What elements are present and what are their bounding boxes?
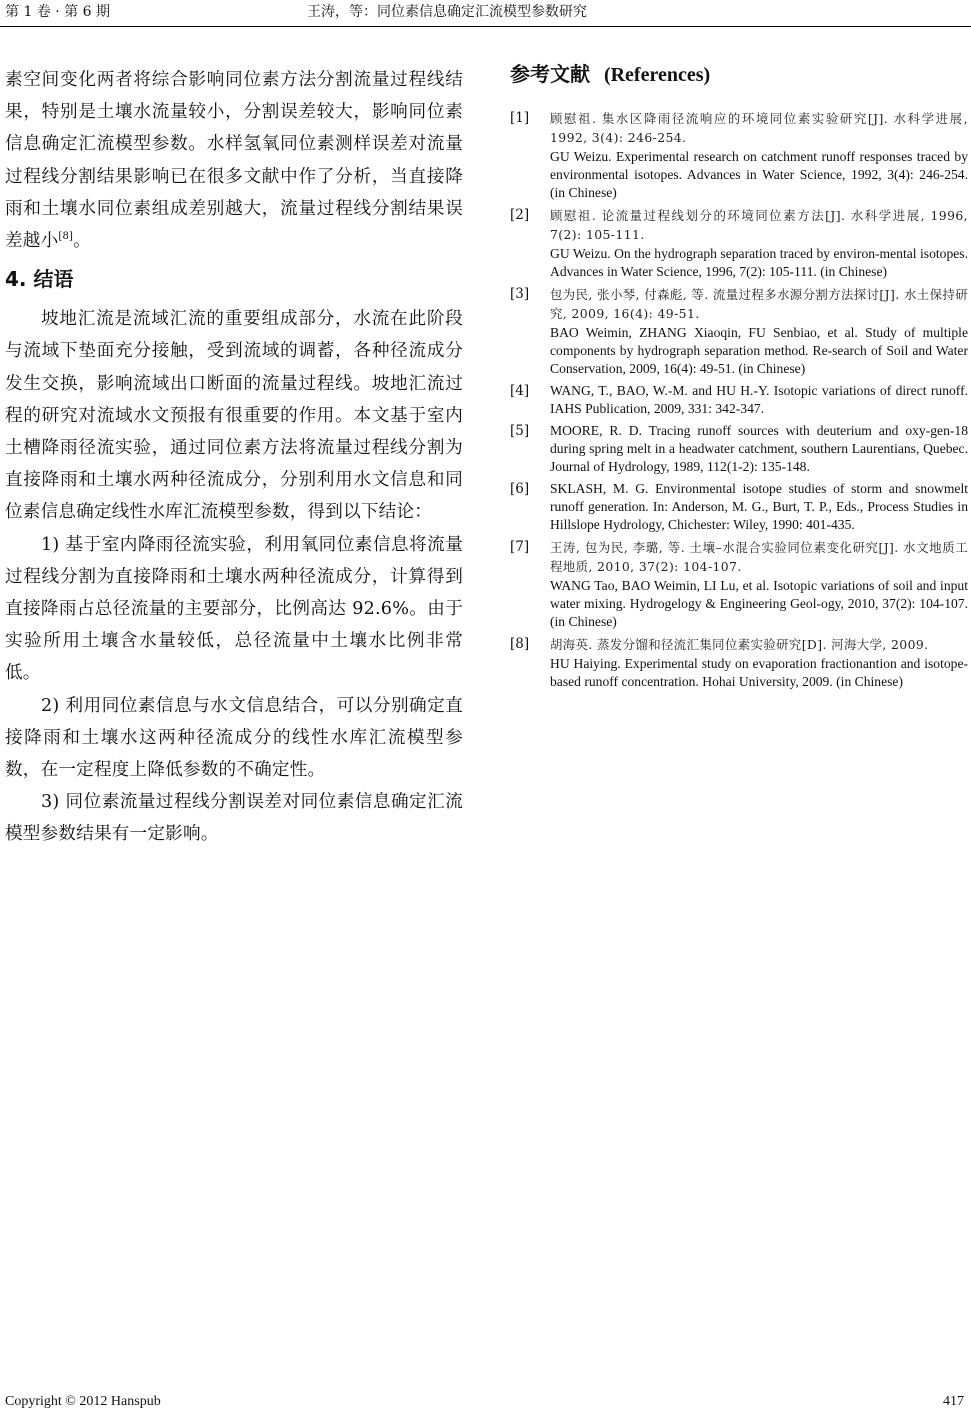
paragraph-end: 。: [73, 231, 91, 252]
page-number: 417: [943, 1394, 964, 1409]
reference-item: [510, 538, 968, 631]
reference-en: WANG Tao, BAO Weimin, LI Lu, et al. Isotopic variations of soil and input water mixing. Hydrogelogy & Engineering Geol-ogy, 2010, 37(2): 104-107. (in Chinese): [550, 578, 968, 629]
reference-en: BAO Weimin, ZHANG Xiaoqin, FU Senbiao, et al. Study of multiple components by hydrograph separation method. Re-search of Soil and Water Conservation, 2009, 16(4): 49-51. (in Chinese): [550, 325, 968, 376]
reference-item: [510, 206, 968, 281]
reference-number: [1]: [510, 110, 530, 126]
running-title: 王涛，等：同位素信息确定汇流模型参数研究: [307, 4, 587, 20]
conclusion-item-2: 2) 利用同位素信息与水文信息结合，可以分别确定直接降雨和土壤水这两种径流成分的线性水库汇流模型参数，在一定程度上降低参数的不确定性。: [5, 695, 463, 781]
paragraph-conclusion-intro: 坡地汇流是流域汇流的重要组成部分，水流在此阶段与流域下垫面充分接触，受到流域的调蓄，各种径流成分发生交换，影响流域出口断面的流量过程线。坡地汇流过程的研究对流域水文预报有很重要的作用。本文基于室内土槽降雨径流实验，通过同位素方法将流量过程线分割为直接降雨和土壤水两种径流成分，分别利用水文信息和同位素信息确定线性水库汇流模型参数，得到以下结论：: [5, 309, 463, 523]
section-title-conclusion: 4. 结语: [5, 267, 74, 292]
reference-number: [3]: [510, 286, 530, 302]
reference-en: SKLASH, M. G. Environmental isotope studies of storm and snowmelt runoff generation. In: Anderson, M. G., Burt, T. P., Eds., Process Studies in Hillslope Hydrology, Chichester: Wiley, 1990: 401-435.: [550, 481, 968, 532]
reference-item: [510, 109, 968, 202]
conclusion-item-1: 1) 基于室内降雨径流实验，利用氧同位素信息将流量过程线分割为直接降雨和土壤水两种径流成分，计算得到直接降雨占总径流量的主要部分，比例高达 92.6%。由于实验所用土壤含水量较低，总径流量中土壤水比例非常低。: [5, 534, 463, 684]
citation: [8]: [58, 231, 74, 243]
reference-en: MOORE, R. D. Tracing runoff sources with deuterium and oxy-gen-18 during spring melt in a headwater catchment, southern Laurentians, Quebec. Journal of Hydrology, 1989, 112(1-2): 135-148.: [550, 423, 968, 474]
references-title-zh: 参考文献: [510, 62, 590, 86]
reference-en: GU Weizu. Experimental research on catchment runoff responses traced by environmental isotopes. Advances in Water Science, 1992, 3(4): 246-254. (in Chinese): [550, 149, 968, 200]
reference-en: WANG, T., BAO, W.-M. and HU H.-Y. Isotopic variations of direct runoff. IAHS Publication, 2009, 331: 342-347.: [550, 383, 968, 416]
reference-zh: 包为民, 张小琴, 付森彪, 等. 流量过程多水源分割方法探讨[J]. 水土保持研究, 2009, 16(4): 49-51.: [550, 287, 968, 321]
page-footer: [0, 1392, 971, 1414]
reference-en: GU Weizu. On the hydrograph separation traced by environ-mental isotopes. Advances in Water Science, 1996, 7(2): 105-111. (in Chinese): [550, 246, 968, 279]
reference-item: [510, 285, 968, 378]
reference-item: [510, 422, 968, 476]
reference-number: [2]: [510, 207, 530, 223]
volume-issue: 第 1 卷 · 第 6 期: [5, 4, 110, 20]
reference-number: [4]: [510, 383, 530, 399]
reference-zh: 王涛, 包为民, 李璐, 等. 土壤–水混合实验同位素变化研究[J]. 水文地质工程地质, 2010, 37(2): 104-107.: [550, 540, 968, 574]
reference-zh: 顾慰祖. 论流量过程线划分的环境同位素方法[J]. 水科学进展, 1996, 7(2): 105-111.: [550, 208, 968, 242]
conclusion-item-3: 3) 同位素流量过程线分割误差对同位素信息确定汇流模型参数结果有一定影响。: [5, 792, 463, 845]
reference-number: [7]: [510, 539, 530, 555]
page-header: [0, 0, 971, 28]
reference-number: [5]: [510, 423, 530, 439]
reference-zh: 顾慰祖. 集水区降雨径流响应的环境同位素实验研究[J]. 水科学进展, 1992, 3(4): 246-254.: [550, 111, 968, 145]
reference-zh: 胡海英. 蒸发分馏和径流汇集同位素实验研究[D]. 河海大学, 2009.: [550, 637, 929, 652]
reference-item: [510, 635, 968, 691]
paragraph-text: 素空间变化两者将综合影响同位素方法分割流量过程线结果，特别是土壤水流量较小，分割误差较大，影响同位素信息确定汇流模型参数。水样氢氧同位素测样误差对流量过程线分割结果影响已在很多文献中作了分析，当直接降雨和土壤水同位素组成差别越大，流量过程线分割结果误差越小: [5, 70, 463, 252]
references-column: [510, 58, 968, 695]
header-rule: [0, 26, 971, 27]
left-column: [5, 64, 463, 851]
copyright: Copyright © 2012 Hanspub: [5, 1394, 161, 1409]
reference-item: [510, 382, 968, 418]
references-title: [510, 58, 968, 91]
reference-en: HU Haiying. Experimental study on evaporation fractionantion and isotope-based runoff concentration. Hohai University, 2009. (in Chinese): [550, 656, 968, 689]
references-title-en: (References): [603, 64, 711, 86]
reference-number: [6]: [510, 481, 530, 497]
paragraph-continuation: [5, 64, 463, 257]
reference-number: [8]: [510, 636, 530, 652]
reference-item: [510, 480, 968, 534]
